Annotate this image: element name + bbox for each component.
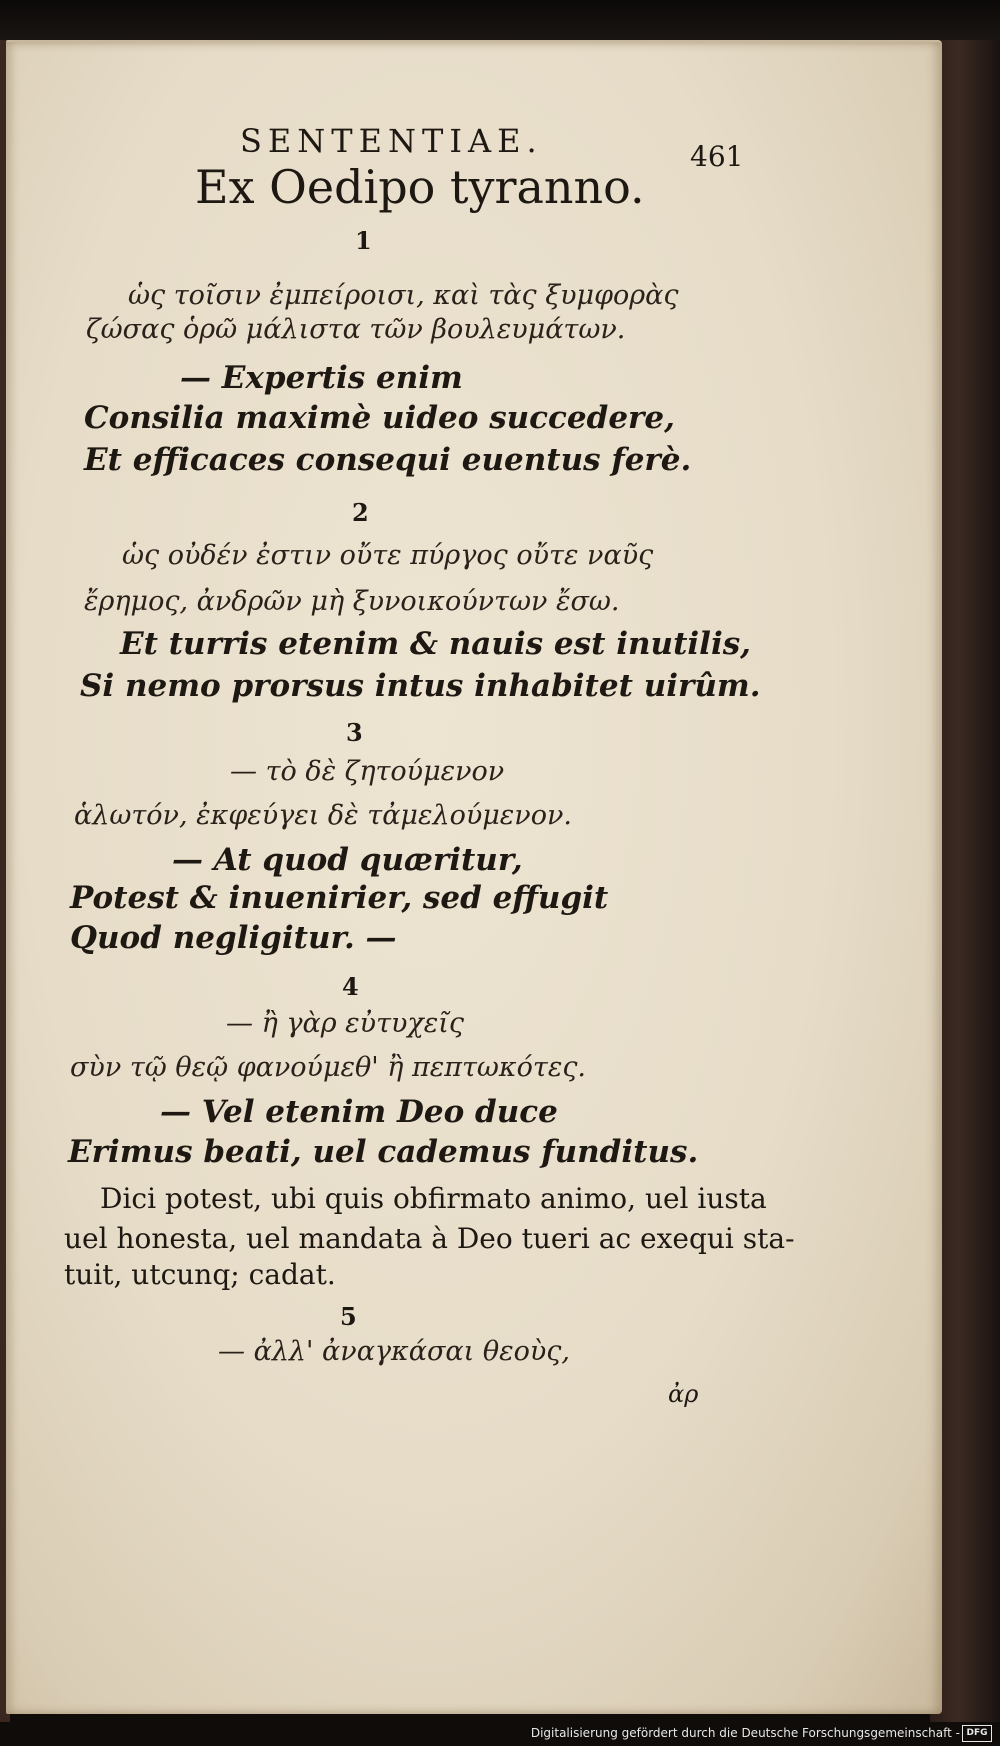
greek-line: — ἀλλ' ἀναγκάσαι θεοὺς, [218,1336,570,1367]
latin-line: Consilia maximè uideo succedere, [84,400,675,436]
entry-number: 5 [340,1302,357,1331]
page-number: 461 [690,140,744,173]
latin-line: Et efficaces consequi euentus ferè. [84,442,692,478]
greek-line: ἁλωτόν, ἐκφεύγει δὲ τἀμελούμενον. [74,800,572,831]
latin-line: Erimus beati, uel cademus funditus. [68,1134,699,1170]
footer-credit: Digitalisierung gefördert durch die Deutsche Forschungsgemeinschaft - [530,1726,960,1740]
digitization-footer [0,1722,1000,1746]
section-title: Ex Oedipo tyranno. [195,160,645,214]
greek-line: ζώσας ὁρῶ μάλιστα τῶν βουλευμάτων. [86,314,626,345]
entry-number: 2 [352,498,369,527]
latin-line: — Vel etenim Deo duce [160,1094,558,1130]
dfg-logo-badge: DFG [962,1725,992,1742]
greek-line: ἔρημος, ἀνδρῶν μὴ ξυνοικούντων ἔσω. [84,586,620,617]
greek-line: ὡς οὐδέν ἐστιν οὔτε πύργος οὔτε ναῦς [122,540,654,571]
latin-line: Quod negligitur. — [70,920,397,956]
greek-line: — τὸ δὲ ζητούμενον [230,756,505,787]
entry-number: 3 [346,718,363,747]
greek-line: ὡς τοῖσιν ἐμπείροισι, καὶ τὰς ξυμφορὰς [128,280,679,311]
latin-line: Et turris etenim & nauis est inutilis, [120,626,751,662]
entry-number: 4 [342,972,359,1001]
latin-line: — At quod quæritur, [172,842,523,878]
commentary-line: tuit, utcunq; cadat. [64,1258,336,1291]
commentary-line: uel honesta, uel mandata à Deo tueri ac exequi sta- [64,1222,795,1255]
entry-number: 1 [355,226,372,255]
latin-line: — Expertis enim [180,360,463,396]
latin-line: Potest & inuenirier, sed effugit [70,880,609,916]
latin-line: Si nemo prorsus intus inhabitet uirûm. [80,668,761,704]
catchword: ἀρ [668,1380,699,1408]
running-head: SENTENTIAE. [240,122,543,160]
commentary-line: Dici potest, ubi quis obfirmato animo, uel iusta [100,1182,767,1215]
greek-line: — ἢ γὰρ εὐτυχεῖς [226,1008,464,1039]
greek-line: σὺν τῷ θεῷ φανούμεθ' ἢ πεπτωκότες. [70,1052,587,1083]
